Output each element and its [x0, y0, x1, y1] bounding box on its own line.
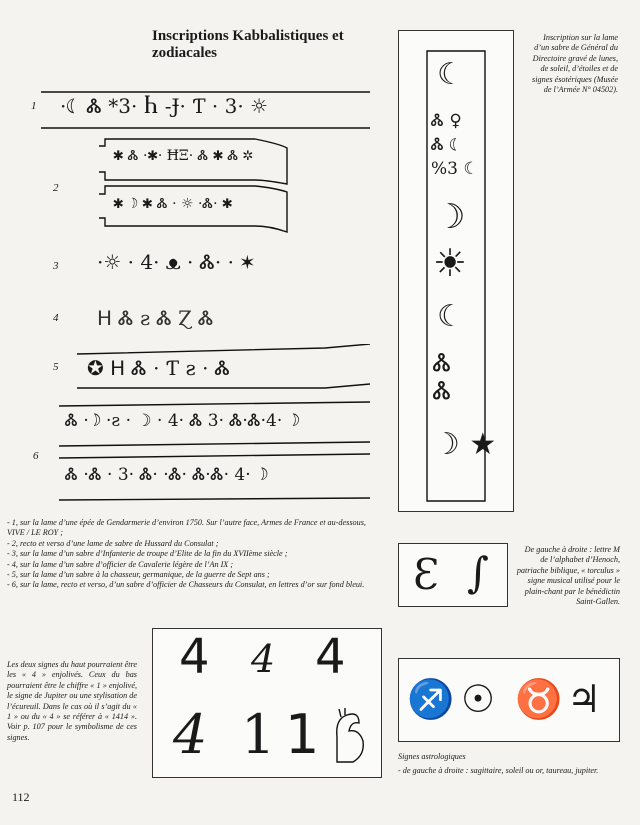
blades-figure	[25, 78, 370, 508]
vertical-blade-glyph-2: Ꮬ ♀	[431, 111, 462, 131]
page-number: 112	[12, 790, 30, 804]
blade-2-inscription-recto: ✱ Ꮬ ·✱· ĦΞ· Ꮬ ✱ Ꮬ ✲	[113, 148, 253, 164]
vertical-blade-glyph-4: %3 ☾	[431, 159, 479, 179]
figure-number-2: 2	[53, 182, 59, 194]
figure-number-1: 1	[31, 100, 37, 112]
vertical-blade-glyph-1: ☾	[437, 57, 464, 92]
figure-number-5: 5	[53, 361, 59, 373]
torculus-sign: ∫	[467, 548, 489, 597]
figure-number-6: 6	[33, 450, 39, 462]
four-sign-3: 4	[315, 629, 346, 685]
four-sign-2: 4	[251, 637, 276, 681]
henoch-caption: De gauche à droite : lettre M de l’alphabet d’Henoch, patriache biblique, « torculus » signe musical utilisé pour le plain-chant par le bénédictin Saint-Gallen.	[516, 545, 620, 607]
squirrel-sign	[329, 707, 369, 767]
blade-1-inscription: ·☾ Ꮬ *3· Ⴙ -Ɉ· Ƭ · 3· ☼	[60, 94, 269, 118]
jupiter-icon: ♃	[567, 677, 602, 721]
sun-icon: ☉	[461, 677, 496, 721]
blade-5-inscription: ✪ ᕼ Ꮬ · Ƭ ꙅ · Ꮬ	[87, 356, 231, 380]
four-sign-1: 4	[179, 629, 210, 685]
blade-4-inscription: ᕼ Ꮬ ꙅ Ꮬ Ɀ Ꮬ	[97, 306, 214, 330]
sagittarius-icon: ♐	[407, 677, 455, 721]
vertical-blade-frame	[398, 30, 514, 512]
blades-caption-line-6: - 6, sur la lame, recto et verso, d’un sabre d’officier de Chasseurs du Consulat, en lettres d’or sur fond bleui.	[7, 580, 365, 590]
figure-number-3: 3	[53, 260, 59, 272]
henoch-frame	[398, 543, 508, 607]
vertical-blade-glyph-7: ☾	[437, 299, 464, 334]
blade-6-inscription-verso: Ꮬ ·Ꮬ · 3· Ꮬ· ·Ꮬ· Ꮬ·Ꮬ· 4· ☽	[65, 465, 268, 485]
page-title: Inscriptions Kabbalistiques et zodiacales	[152, 28, 344, 61]
henoch-letter-m: Ɛ	[413, 550, 440, 599]
blades-caption-line-2: - 2, recto et verso d’une lame de sabre de Hussard du Consulat ;	[7, 538, 219, 548]
taurus-icon: ♉	[515, 677, 563, 721]
vertical-blade-caption: Inscription sur la lame d’un sabre de Général du Directoire gravé de lunes, de soleil, d’étoiles et de signes ésotériques (Musée de l’Armée N° 04502).	[532, 33, 618, 95]
blades-caption-line-1: - 1, sur la lame d’une épée de Gendarmerie d’environ 1750. Sur l’autre face, Armes de France et au-dessous, VIVE / LE ROY ;	[7, 518, 366, 538]
vertical-blade-glyph-8: Ꮬ	[433, 349, 452, 377]
fours-frame	[152, 628, 382, 778]
one-sign-3: 1	[285, 703, 320, 766]
blade-6-inscription-recto: Ꮬ ·☽ ·ꙅ · ☽ · 4· Ꮬ 3· Ꮬ·Ꮬ·4· ☽	[65, 411, 300, 431]
vertical-blade-glyph-5: ☽	[435, 197, 466, 237]
figure-number-4: 4	[53, 312, 59, 324]
astro-caption-title: Signes astrologiques	[398, 752, 466, 761]
vertical-blade-glyph-3: Ꮬ ☾	[431, 135, 462, 155]
astro-caption-text: - de gauche à droite : sagittaire, soleil ou or, taureau, jupiter.	[398, 766, 599, 775]
blades-caption-line-4: - 4, sur la lame d’un sabre d’officier de Cavalerie légère de l’An IX ;	[7, 559, 234, 569]
astro-frame	[398, 658, 620, 742]
blade-2-inscription-verso: ✱ ☽ ✱ Ꮬ · ☼ ·Ꮬ· ✱	[113, 196, 233, 212]
one-sign-2: 1	[241, 703, 276, 766]
blade-3-inscription: ·☼ · 4· ᴥ · Ꮬ· · ✶	[97, 250, 255, 274]
vertical-blade-glyph-10: ☽ ★	[433, 427, 497, 462]
fours-caption: Les deux signes du haut pourraient être les « 4 » enjolivés. Ceux du bas pourraient être le chiffre « 1 » enjolivé, le signe de Jupiter ou une stylisation de l’écureuil. Dans le cas où il s’agit du « 1 » ou du « 4 » se référer à « 1414 ». Voir p. 107 pour le symbolisme de ces signes.	[7, 660, 137, 742]
vertical-blade-glyph-6: ☀	[433, 241, 468, 285]
blades-caption	[7, 518, 377, 591]
vertical-blade-glyph-9: Ꮬ	[433, 377, 452, 405]
blades-caption-line-5: - 5, sur la lame d’un sabre à la chasseur, germanique, de la guerre de Sept ans ;	[7, 570, 270, 580]
blades-caption-line-3: - 3, sur la lame d’un sabre d’Infanterie de troupe d’Elite de la fin du XVIIème siècle ;	[7, 549, 288, 559]
one-sign-1: 4	[173, 703, 208, 766]
